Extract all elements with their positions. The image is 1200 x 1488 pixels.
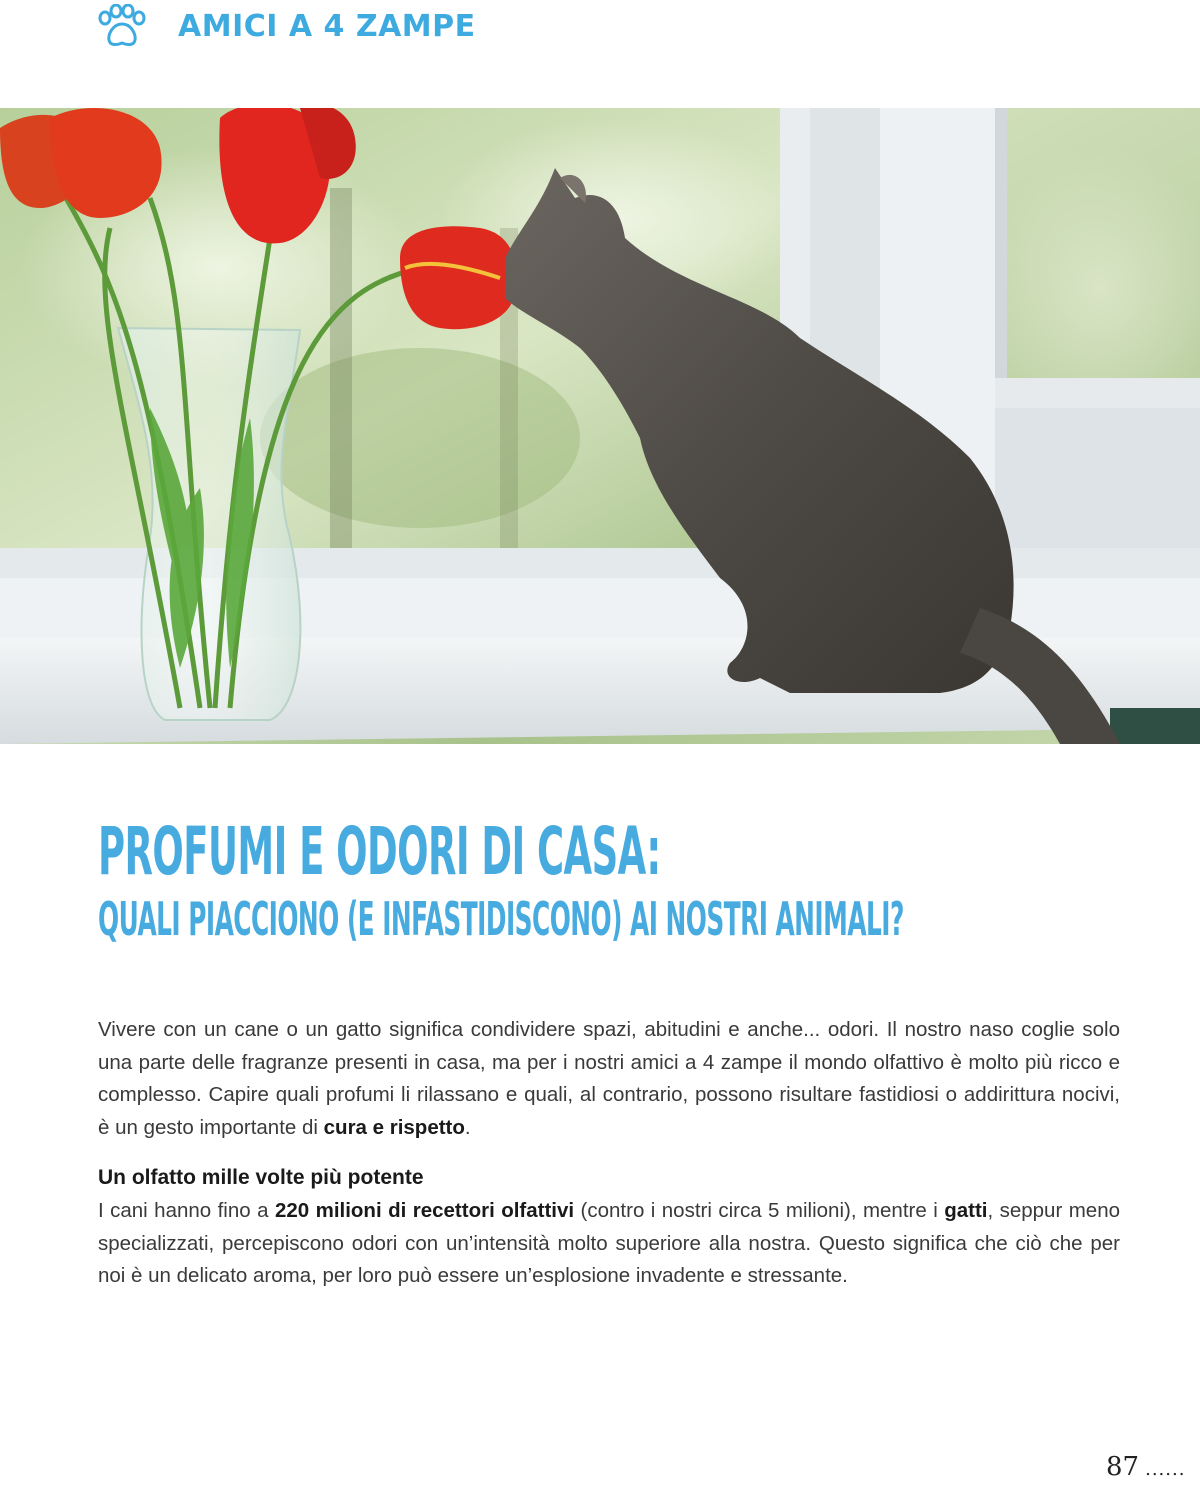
- body-bold-2: gatti: [944, 1198, 988, 1222]
- page-number: [1106, 1452, 1185, 1482]
- body-paragraph: [98, 1195, 1120, 1293]
- body-bold-1: 220 milioni di recettori olfattivi: [274, 1198, 575, 1222]
- subheading: Un olfatto mille volte più potente: [98, 1166, 424, 1190]
- article-title: [98, 812, 1118, 946]
- intro-text: Vivere con un cane o un gatto significa condividere spazi, abitudini e anche... odori. Il nostro naso coglie solo una parte delle fragranze presenti in casa, ma per i nostri amici a 4 zampe il mondo olfattivo è molto più ricco e complesso. Capire quali profumi li rilassano e quali, al contrario, possono risultare fastidiosi o addirittura nocivi, è un gesto importante di: [98, 1018, 1120, 1139]
- section-title: AMICI A 4 ZAMPE: [178, 8, 476, 44]
- body-text-2: (contro i nostri circa 5 milioni), mentre i: [574, 1198, 945, 1222]
- body-text-3: , seppur meno specializzati, percepiscono odori con un’intensità molto superiore alla nostra. Questo significa che ciò che per noi è un delicato aroma, per loro può essere un’esplosione invadente e stressante.: [98, 1198, 1120, 1288]
- cat-sniffing-tulips-photo: [0, 108, 1200, 744]
- title-line-1: PROFUMI E ODORI DI CASA:: [98, 813, 661, 890]
- title-line-2: QUALI PIACCIONO (E INFASTIDISCONO) AI NOSTRI ANIMALI?: [98, 892, 904, 946]
- page-number-value: 87: [1106, 1452, 1140, 1482]
- body-text-1: I cani hanno fino a: [98, 1198, 275, 1222]
- intro-end: .: [464, 1115, 471, 1139]
- paw-icon: [96, 4, 148, 48]
- intro-bold: cura e rispetto: [323, 1115, 465, 1139]
- article-body: [98, 1014, 1120, 1293]
- intro-paragraph: [98, 1014, 1120, 1144]
- page-dots: ......: [1145, 1459, 1186, 1480]
- section-header: [96, 4, 476, 48]
